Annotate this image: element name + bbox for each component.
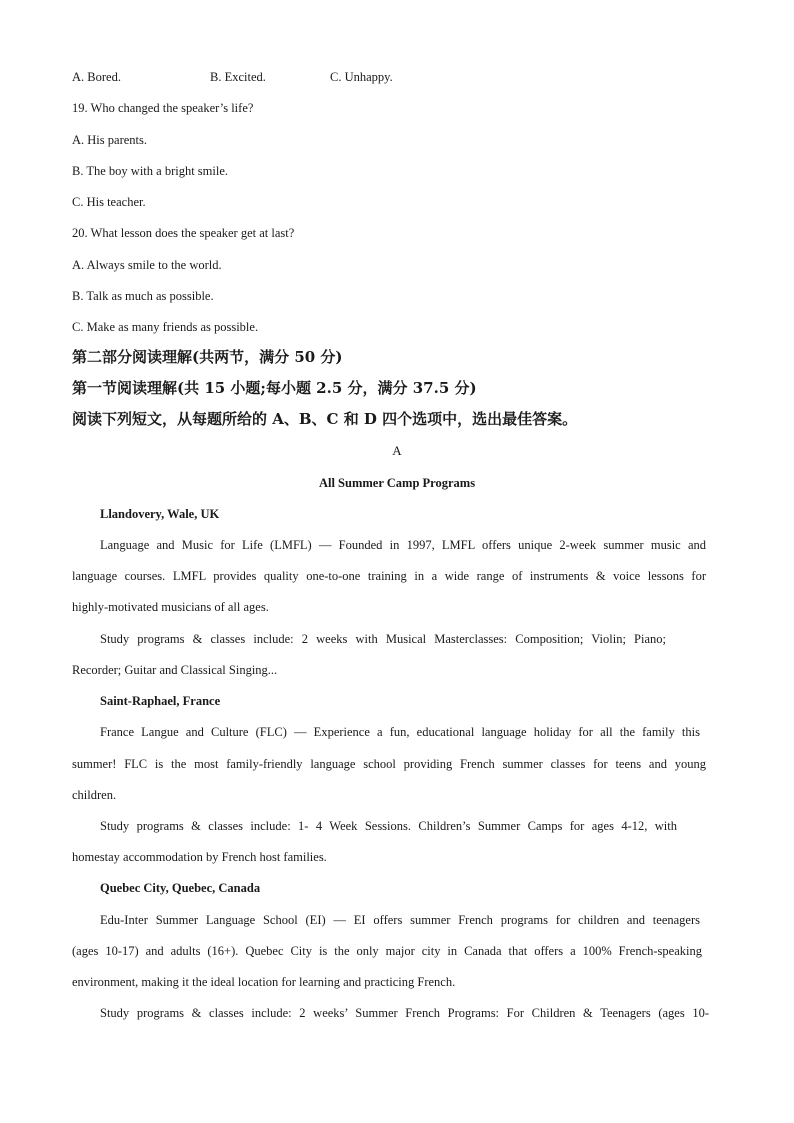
camp-location: Llandovery, Wale, UK: [100, 507, 220, 521]
camp-location: Quebec City, Quebec, Canada: [100, 881, 261, 895]
camp-study-line: Study programs & classes include: 2 weeks’ Summer French Programs: For Children & Teenagers (ages 10-: [100, 1006, 709, 1020]
q18-option-c: C. Unhappy.: [330, 70, 393, 84]
q19-option-b: B. The boy with a bright smile.: [72, 164, 229, 178]
passage-title: All Summer Camp Programs: [318, 476, 476, 490]
passage-letter: A: [392, 443, 402, 458]
q19-question: 19. Who changed the speaker’s life?: [72, 101, 254, 115]
camp-study-line: homestay accommodation by French host families.: [72, 850, 327, 864]
reading-instruction: 阅读下列短文，从每题所给的 A、B、C 和 D 四个选项中，选出最佳答案。: [72, 410, 578, 428]
camp-desc-line: Edu-Inter Summer Language School (EI) — EI offers summer French programs for children and teenagers: [100, 913, 700, 927]
q20-option-b: B. Talk as much as possible.: [72, 289, 214, 303]
camp-study-line: Study programs & classes include: 2 weeks with Musical Masterclasses: Composition; Violin; Piano;: [100, 632, 666, 646]
camp-study-line: Recorder; Guitar and Classical Singing...: [72, 663, 278, 677]
camp-location: Saint-Raphael, France: [100, 694, 221, 708]
section1-heading: 第一节阅读理解(共 15 小题;每小题 2.5 分，满分 37.5 分): [72, 379, 477, 397]
q20-option-c: C. Make as many friends as possible.: [72, 320, 259, 334]
camp-desc-line: (ages 10-17) and adults (16+). Quebec City is the only major city in Canada that offers a 100% French-speaking: [72, 944, 702, 958]
camp-desc-line: language courses. LMFL provides quality one-to-one training in a wide range of instruments & voice lessons for: [72, 569, 706, 583]
q20-option-a: A. Always smile to the world.: [72, 258, 222, 272]
q20-question: 20. What lesson does the speaker get at last?: [72, 226, 295, 240]
part2-heading: 第二部分阅读理解(共两节，满分 50 分): [72, 348, 343, 366]
q19-option-a: A. His parents.: [72, 133, 147, 147]
camp-desc-line: Language and Music for Life (LMFL) — Founded in 1997, LMFL offers unique 2-week summer music and: [100, 538, 706, 552]
camp-desc-line: France Langue and Culture (FLC) — Experience a fun, educational language holiday for all the family this: [100, 725, 700, 739]
camp-desc-line: highly-motivated musicians of all ages.: [72, 600, 269, 614]
camp-desc-line: environment, making it the ideal location for learning and practicing French.: [72, 975, 456, 989]
camp-desc-line: summer! FLC is the most family-friendly language school providing French summer classes for teens and young: [72, 757, 706, 771]
q18-option-a: A. Bored.: [72, 70, 121, 84]
camp-study-line: Study programs & classes include: 1- 4 Week Sessions. Children’s Summer Camps for ages 4-12, with: [100, 819, 677, 833]
q18-option-b: B. Excited.: [210, 70, 266, 84]
camp-desc-line: children.: [72, 788, 117, 802]
q19-option-c: C. His teacher.: [72, 195, 146, 209]
